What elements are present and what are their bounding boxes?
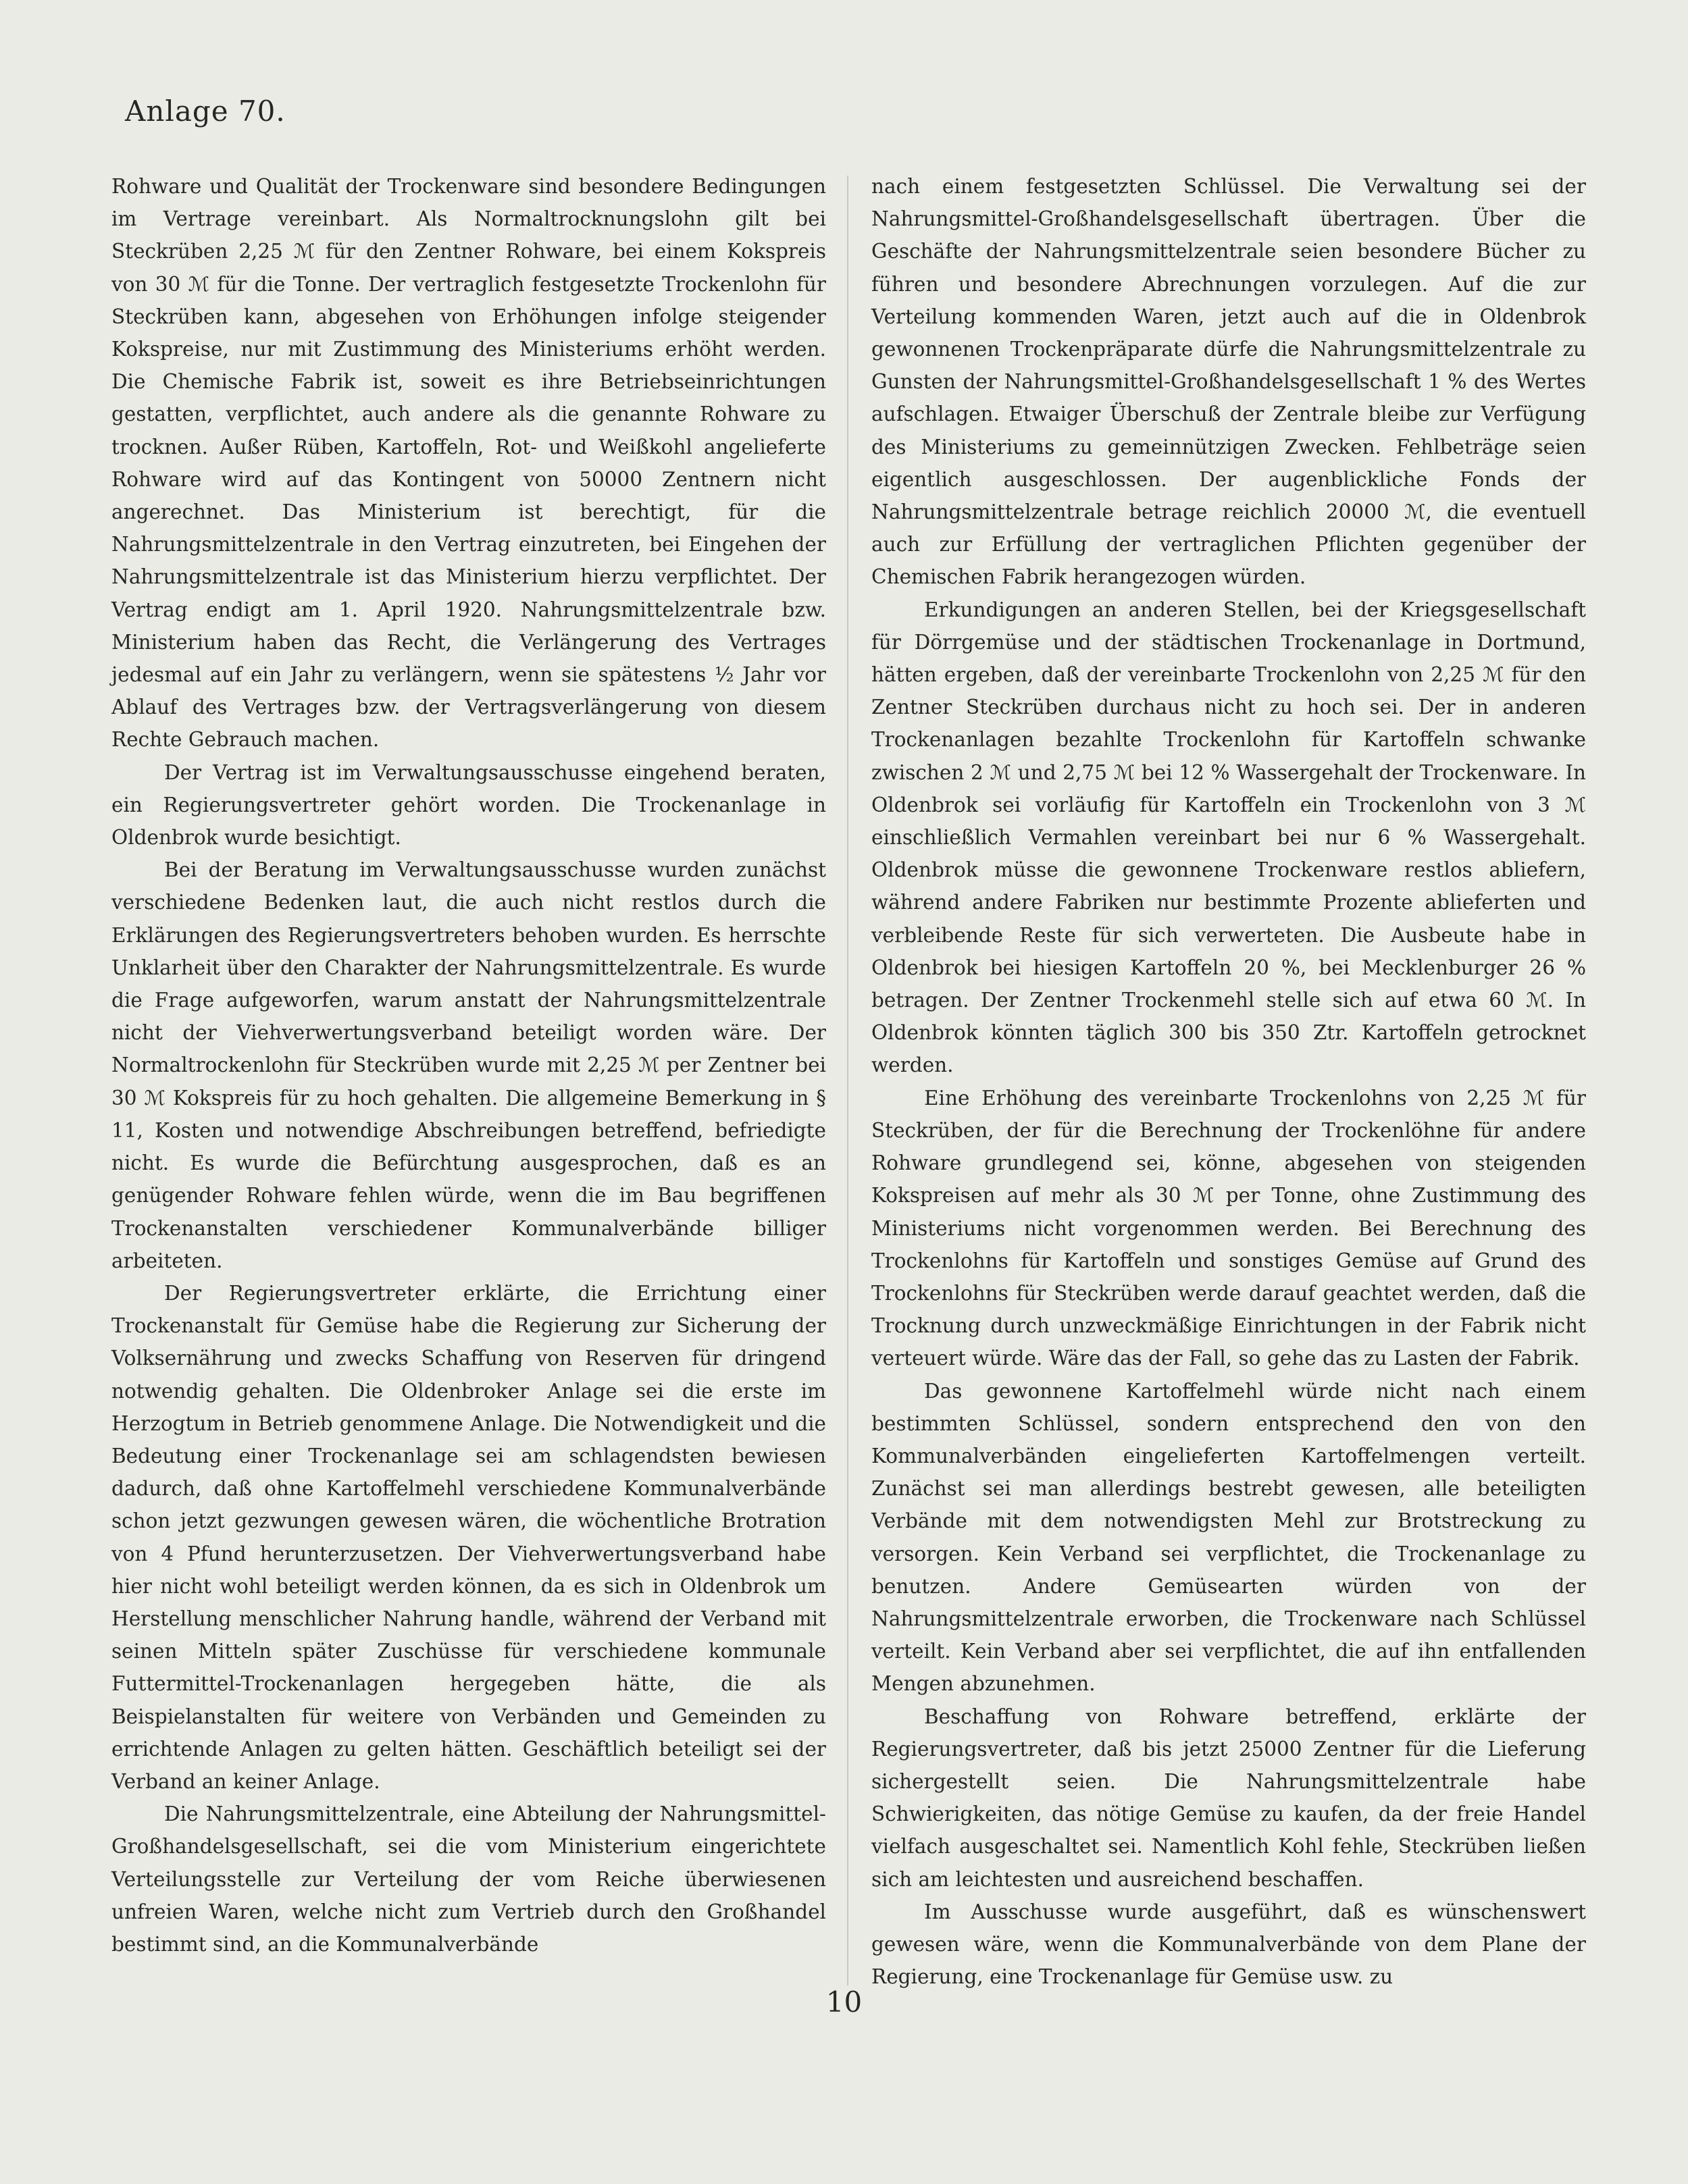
paragraph: Im Ausschusse wurde ausgeführt, daß es wünschenswert gewesen wäre, wenn die Kommunalverbände von dem Plane der Regierung, eine Trockenanlage für Gemüse usw. zu xyxy=(871,1900,1586,1989)
page-header: Anlage 70. xyxy=(125,95,286,128)
right-column xyxy=(871,170,1586,1993)
paragraph: Rohware und Qualität der Trockenware sind besondere Bedingungen im Vertrage vereinbart. Als Normaltrocknungslohn gilt bei Steckrüben 2,25 ℳ für den Zentner Rohware, bei einem Kokspreis von 30 ℳ für die Tonne. Der vertraglich festgesetzte Trockenlohn für Steckrüben kann, abgesehen von Erhöhungen infolge steigender Kokspreise, nur mit Zustimmung des Ministeriums erhöht werden. Die Chemische Fabrik ist, soweit es ihre Betriebseinrichtungen gestatten, verpflichtet, auch andere als die genannte Rohware zu trocknen. Außer Rüben, Kartoffeln, Rot- und Weißkohl angelieferte Rohware wird auf das Kontingent von 50000 Zentnern nicht angerechnet. Das Ministerium ist berechtigt, für die Nahrungsmittelzentrale in den Vertrag einzutreten, bei Eingehen der Nahrungsmittelzentrale ist das Ministerium hierzu verpflichtet. Der Vertrag endigt am 1. April 1920. Nahrungsmittelzentrale bzw. Ministerium haben das Recht, die Verlängerung des Vertrages jedesmal auf ein Jahr zu verlängern, wenn sie spätestens ½ Jahr vor Ablauf des Vertrages bzw. der Vertragsverlängerung von diesem Rechte Gebrauch machen. xyxy=(111,175,826,752)
paragraph: Der Regierungsvertreter erklärte, die Errichtung einer Trockenanstalt für Gemüse habe die Regierung zur Sicherung der Volksernährung und zwecks Schaffung von Reserven für dringend notwendig gehalten. Die Oldenbroker Anlage sei die erste im Herzogtum in Betrieb genommene Anlage. Die Notwendigkeit und die Bedeutung einer Trockenanlage sei am schlagendsten bewiesen dadurch, daß ohne Kartoffelmehl verschiedene Kommunalverbände schon jetzt gezwungen gewesen wären, die wöchentliche Brotration von 4 Pfund herunterzusetzen. Der Viehverwertungsverband habe hier nicht wohl beteiligt werden können, da es sich in Oldenbrok um Herstellung menschlicher Nahrung handle, während der Verband mit seinen Mitteln später Zuschüsse für verschiedene kommunale Futtermittel-Trockenanlagen hergegeben hätte, die als Beispielanstalten für weitere von Verbänden und Gemeinden zu errichtende Anlagen zu gelten hätten. Geschäftlich beteiligt sei der Verband an keiner Anlage. xyxy=(111,1281,826,1793)
paragraph: Das gewonnene Kartoffelmehl würde nicht nach einem bestimmten Schlüssel, sondern entsprechend den von den Kommunalverbänden eingelieferten Kartoffelmengen verteilt. Zunächst sei man allerdings bestrebt gewesen, alle beteiligten Verbände mit dem notwendigsten Mehl zur Brotstreckung zu versorgen. Kein Verband sei verpflichtet, die Trockenanlage zu benutzen. Andere Gemüsearten würden von der Nahrungsmittelzentrale erworben, die Trockenware nach Schlüssel verteilt. Kein Verband aber sei verpflichtet, die auf ihn entfallenden Mengen abzunehmen. xyxy=(871,1379,1586,1696)
page-number: 10 xyxy=(825,1985,863,2019)
paragraph: Die Nahrungsmittelzentrale, eine Abteilung der Nahrungsmittel-Großhandelsgesellschaft, sei die vom Ministerium eingerichtete Verteilungsstelle zur Verteilung der vom Reiche überwiesenen unfreien Waren, welche nicht zum Vertrieb durch den Großhandel bestimmt sind, an die Kommunalverbände xyxy=(111,1802,826,1956)
paragraph: Beschaffung von Rohware betreffend, erklärte der Regierungsvertreter, daß bis jetzt 25000 Zentner für die Lieferung sichergestellt seien. Die Nahrungsmittelzentrale habe Schwierigkeiten, das nötige Gemüse zu kaufen, da der freie Handel vielfach ausgeschaltet sei. Namentlich Kohl fehle, Steckrüben ließen sich am leichtesten und ausreichend beschaffen. xyxy=(871,1705,1586,1891)
paragraph: Der Vertrag ist im Verwaltungsausschusse eingehend beraten, ein Regierungsvertreter gehört worden. Die Trockenanlage in Oldenbrok wurde besichtigt. xyxy=(111,760,826,850)
paragraph: Eine Erhöhung des vereinbarte Trockenlohns von 2,25 ℳ für Steckrüben, der für die Berechnung der Trockenlöhne für andere Rohware grundlegend sei, könne, abgesehen von steigenden Kokspreisen auf mehr als 30 ℳ per Tonne, ohne Zustimmung des Ministeriums nicht vorgenommen werden. Bei Berechnung des Trockenlohns für Kartoffeln und sonstiges Gemüse auf Grund des Trockenlohns für Steckrüben werde darauf geachtet werden, daß die Trocknung durch unzweckmäßige Einrichtungen in der Fabrik nicht verteuert würde. Wäre das der Fall, so gehe das zu Lasten der Fabrik. xyxy=(871,1086,1586,1370)
paragraph: nach einem festgesetzten Schlüssel. Die Verwaltung sei der Nahrungsmittel-Großhandelsgesellschaft übertragen. Über die Geschäfte der Nahrungsmittelzentrale seien besondere Bücher zu führen und besondere Abrechnungen vorzulegen. Auf die zur Verteilung kommenden Waren, jetzt auch auf die in Oldenbrok gewonnenen Trockenpräparate dürfe die Nahrungsmittelzentrale zu Gunsten der Nahrungsmittel-Großhandelsgesellschaft 1 % des Wertes aufschlagen. Etwaiger Überschuß der Zentrale bleibe zur Verfügung des Ministeriums zu gemeinnützigen Zwecken. Fehlbeträge seien eigentlich ausgeschlossen. Der augenblickliche Fonds der Nahrungsmittelzentrale betrage reichlich 20000 ℳ, die eventuell auch zur Erfüllung der vertraglichen Pflichten gegenüber der Chemischen Fabrik herangezogen würden. xyxy=(871,175,1586,589)
paragraph: Bei der Beratung im Verwaltungsausschusse wurden zunächst verschiedene Bedenken laut, die auch nicht restlos durch die Erklärungen des Regierungsvertreters behoben wurden. Es herrschte Unklarheit über den Charakter der Nahrungsmittelzentrale. Es wurde die Frage aufgeworfen, warum anstatt der Nahrungsmittelzentrale nicht der Viehverwertungsverband beteiligt worden wäre. Der Normaltrockenlohn für Steckrüben wurde mit 2,25 ℳ per Zentner bei 30 ℳ Kokspreis für zu hoch gehalten. Die allgemeine Bemerkung in § 11, Kosten und notwendige Abschreibungen betreffend, befriedigte nicht. Es wurde die Befürchtung ausgesprochen, daß es an genügender Rohware fehlen würde, wenn die im Bau begriffenen Trockenanstalten verschiedener Kommunalverbände billiger arbeiteten. xyxy=(111,858,826,1272)
paragraph: Erkundigungen an anderen Stellen, bei der Kriegsgesellschaft für Dörrgemüse und der städtischen Trockenanlage in Dortmund, hätten ergeben, daß der vereinbarte Trockenlohn von 2,25 ℳ für den Zentner Steckrüben durchaus nicht zu hoch sei. Der in anderen Trockenanlagen bezahlte Trockenlohn für Kartoffeln schwanke zwischen 2 ℳ und 2,75 ℳ bei 12 % Wassergehalt der Trockenware. In Oldenbrok sei vorläufig für Kartoffeln ein Trockenlohn von 3 ℳ einschließlich Vermahlen vereinbart bei nur 6 % Wassergehalt. Oldenbrok müsse die gewonnene Trockenware restlos abliefern, während andere Fabriken nur bestimmte Prozente ablieferten und verbleibende Reste für sich verwerteten. Die Ausbeute habe in Oldenbrok bei hiesigen Kartoffeln 20 %, bei Mecklenburger 26 % betragen. Der Zentner Trockenmehl stelle sich auf etwa 60 ℳ. In Oldenbrok könnten täglich 300 bis 350 Ztr. Kartoffeln getrocknet werden. xyxy=(871,598,1586,1077)
left-column xyxy=(111,170,826,1960)
column-divider xyxy=(847,176,848,1985)
